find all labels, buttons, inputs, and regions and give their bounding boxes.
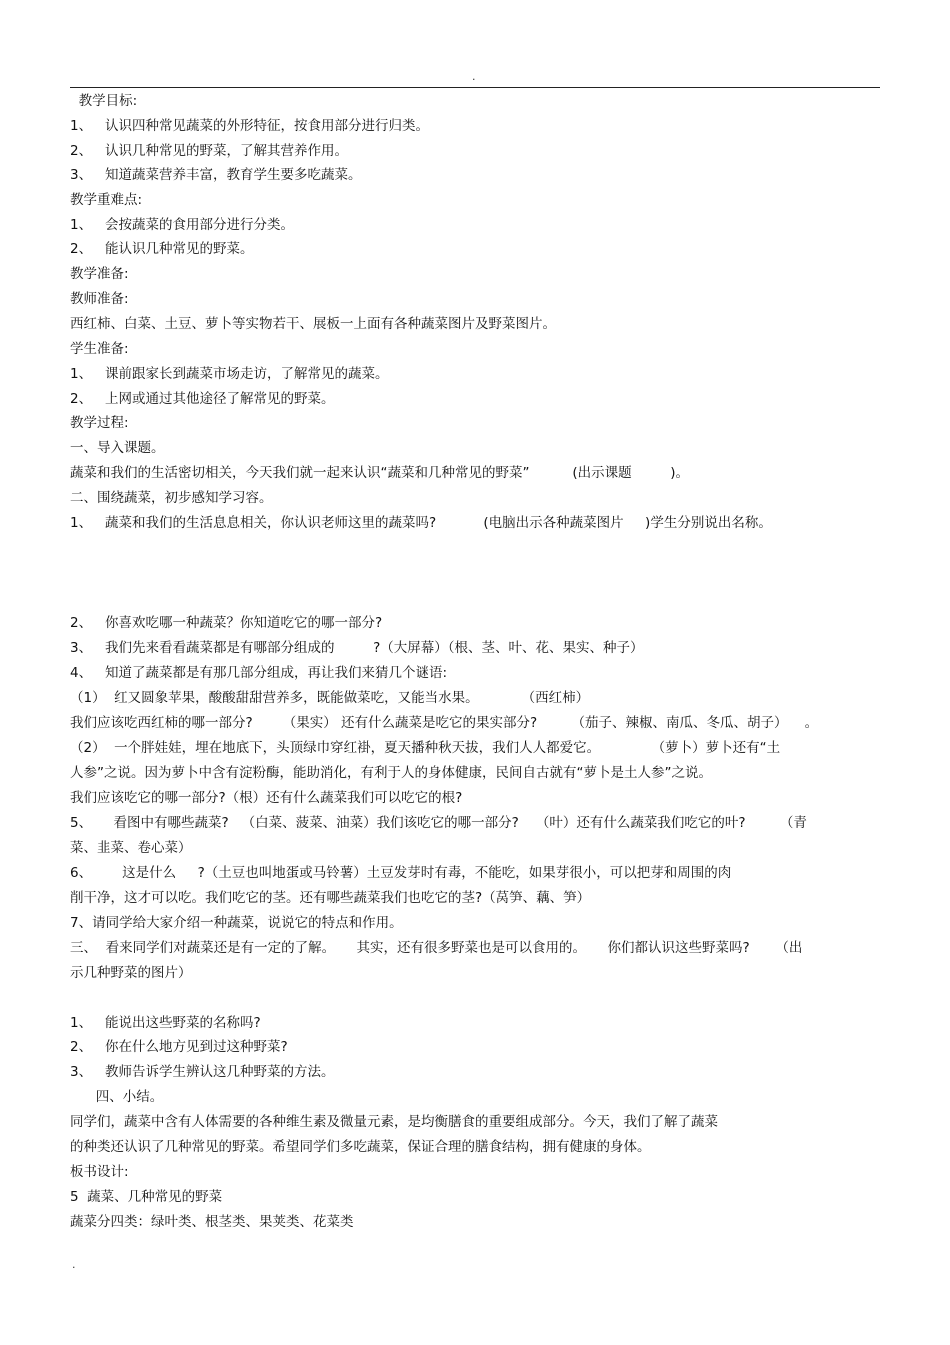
- text-line: 人参”之说。因为萝卜中含有淀粉酶，能助消化，有利于人的身体健康，民间自古就有“萝卜是土人参”之说。: [70, 765, 712, 781]
- text-line: 3、 我们先来看看蔬菜都是有哪部分组成的 ?（大屏幕）（根、茎、叶、花、果实、种子）: [70, 640, 644, 656]
- text-line: 2、 你在什么地方见到过这种野菜?: [70, 1039, 288, 1055]
- text-line: （2） 一个胖娃娃，埋在地底下，头顶绿巾穿红褂，夏天播种秋天拔，我们人人都爱它。 （萝卜）萝卜还有“土: [70, 740, 781, 756]
- text-line: 蔬菜和我们的生活密切相关，今天我们就一起来认识“蔬菜和几种常见的野菜” (出示课题 )。: [70, 465, 690, 481]
- text-line: 学生准备:: [70, 341, 129, 357]
- text-line: 2、 你喜欢吃哪一种蔬菜？你知道吃它的哪一部分?: [70, 615, 383, 631]
- text-line: 5 蔬菜、几种常见的野菜: [70, 1189, 223, 1205]
- text-line: 菜、韭菜、卷心菜）: [70, 840, 192, 856]
- text-line: 4、 知道了蔬菜都是有那几部分组成，再让我们来猜几个谜语:: [70, 665, 448, 681]
- text-line: 我们应该吃它的哪一部分?（根）还有什么蔬菜我们可以吃它的根?: [70, 790, 463, 806]
- text-line: 二、围绕蔬菜，初步感知学习容。: [70, 490, 273, 506]
- text-line: 同学们，蔬菜中含有人体需要的各种维生素及微量元素，是均衡膳食的重要组成部分。今天，我们了解了蔬菜: [70, 1114, 718, 1130]
- text-line: 的种类还认识了几种常见的野菜。希望同学们多吃蔬菜，保证合理的膳食结构，拥有健康的身体。: [70, 1139, 651, 1155]
- text-line: 5、 看图中有哪些蔬菜? （白菜、菠菜、油菜）我们该吃它的哪一部分? （叶）还有什么蔬菜我们吃它的叶? （青: [70, 815, 807, 831]
- text-line: 1、 能说出这些野菜的名称吗?: [70, 1015, 261, 1031]
- text-line: 板书设计:: [70, 1164, 129, 1180]
- text-line: 教学目标:: [70, 93, 138, 109]
- text-line: 7、请同学给大家介绍一种蔬菜，说说它的特点和作用。: [70, 915, 403, 931]
- text-line: 3、 知道蔬菜营养丰富，教育学生要多吃蔬菜。: [70, 167, 362, 183]
- text-line: 3、 教师告诉学生辨认这几种野菜的方法。: [70, 1064, 335, 1080]
- header-rule: [70, 87, 880, 88]
- text-line: 我们应该吃西红柿的哪一部分? （果实） 还有什么蔬菜是吃它的果实部分? （茄子、辣椒、南瓜、冬瓜、胡子） 。: [70, 715, 819, 731]
- text-line: 教师准备:: [70, 291, 129, 307]
- text-line: 教学过程:: [70, 415, 129, 431]
- text-line: 6、 这是什么 ?（土豆也叫地蛋或马铃薯）土豆发芽时有毒，不能吃，如果芽很小，可以把芽和周围的肉: [70, 865, 732, 881]
- text-line: 一、导入课题。: [70, 440, 165, 456]
- text-line: 三、 看来同学们对蔬菜还是有一定的了解。 其实，还有很多野菜也是可以食用的。 你们都认识这些野菜吗? （出: [70, 940, 803, 956]
- text-line: 削干净，这才可以吃。我们吃它的茎。还有哪些蔬菜我们也吃它的茎?（莴笋、藕、笋）: [70, 890, 591, 906]
- footer-dot: .: [72, 1258, 76, 1271]
- header-dot: .: [472, 70, 476, 83]
- text-line: 教学准备:: [70, 266, 129, 282]
- text-line: 示几种野菜的图片）: [70, 965, 192, 981]
- text-line: 2、 认识几种常见的野菜，了解其营养作用。: [70, 143, 348, 159]
- text-line: 1、 课前跟家长到蔬菜市场走访，了解常见的蔬菜。: [70, 366, 389, 382]
- text-line: 四、小结。: [70, 1089, 164, 1105]
- text-line: 1、 认识四种常见蔬菜的外形特征，按食用部分进行归类。: [70, 118, 429, 134]
- text-line: 蔬菜分四类：绿叶类、根茎类、果荚类、花菜类: [70, 1214, 354, 1230]
- text-line: 2、 能认识几种常见的野菜。: [70, 241, 254, 257]
- text-line: 西红柿、白菜、土豆、萝卜等实物若干、展板一上面有各种蔬菜图片及野菜图片。: [70, 316, 556, 332]
- text-line: 教学重难点:: [70, 192, 143, 208]
- text-line: 2、 上网或通过其他途径了解常见的野菜。: [70, 391, 335, 407]
- text-line: 1、 蔬菜和我们的生活息息相关，你认识老师这里的蔬菜吗? (电脑出示各种蔬菜图片 )学生分别说出名称。: [70, 515, 772, 531]
- text-line: （1） 红又圆象苹果，酸酸甜甜营养多，既能做菜吃，又能当水果。 （西红柿）: [70, 690, 590, 706]
- text-line: 1、 会按蔬菜的食用部分进行分类。: [70, 217, 294, 233]
